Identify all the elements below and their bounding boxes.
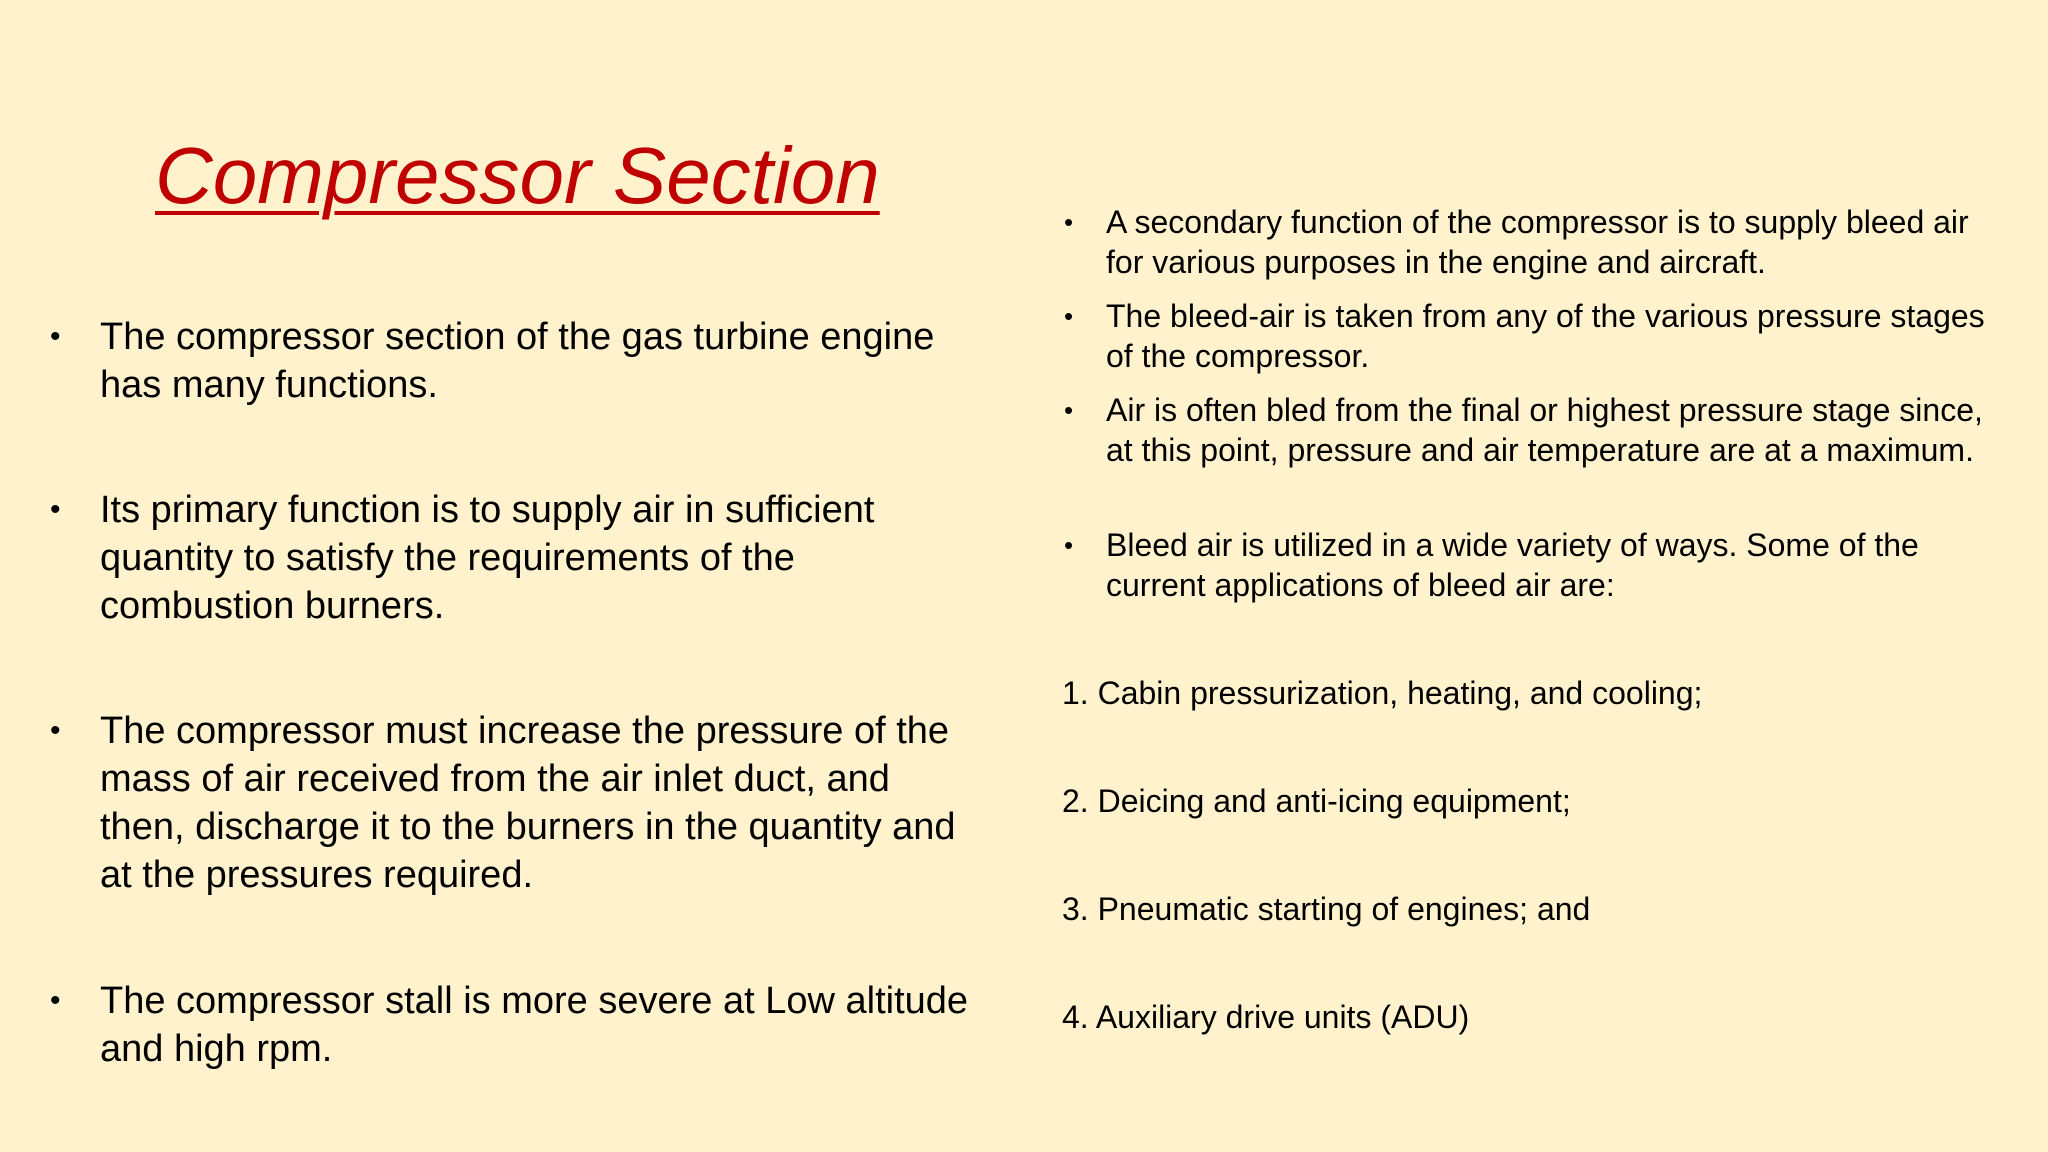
right-bullet-text: Air is often bled from the final or highest pressure stage since, at this point, pressure and air temperature are at a maximum. <box>1106 392 1983 468</box>
bullet-icon: • <box>50 984 61 1017</box>
left-bullet-item <box>48 313 978 409</box>
bullet-icon: • <box>50 493 61 526</box>
bullet-icon: • <box>50 320 61 353</box>
right-bullet-item <box>1062 296 1992 376</box>
left-bullet-text: The compressor must increase the pressure of the mass of air received from the air inlet duct, and then, discharge it to the burners in the quantity and at the pressures required. <box>100 710 956 896</box>
left-bullet-item <box>48 486 978 630</box>
left-bullet-text: The compressor section of the gas turbine engine has many functions. <box>100 316 935 406</box>
application-item: 3. Pneumatic starting of engines; and <box>1062 891 1591 927</box>
right-bullet-item <box>1062 390 1992 470</box>
right-bullet-text: Bleed air is utilized in a wide variety of ways. Some of the current applications of bleed air are: <box>1106 527 1919 603</box>
right-bullet-text: A secondary function of the compressor is to supply bleed air for various purposes in the engine and aircraft. <box>1106 204 1969 280</box>
bullet-icon: • <box>1064 530 1074 560</box>
application-item: 4. Auxiliary drive units (ADU) <box>1062 999 1470 1035</box>
bullet-icon: • <box>1064 207 1074 237</box>
bullet-icon: • <box>50 714 61 747</box>
right-bullet-item <box>1062 202 1992 282</box>
application-item: 2. Deicing and anti-icing equipment; <box>1062 783 1571 819</box>
left-bullet-item <box>48 977 978 1073</box>
left-bullet-text: The compressor stall is more severe at Low altitude and high rpm. <box>100 980 969 1070</box>
right-bullet-text: The bleed-air is taken from any of the various pressure stages of the compressor. <box>1106 298 1985 374</box>
right-bullet-item <box>1062 525 1992 605</box>
left-bullet-text: Its primary function is to supply air in sufficient quantity to satisfy the requirements of the combustion burners. <box>100 489 875 627</box>
slide-title: Compressor Section <box>155 131 880 220</box>
left-bullet-item <box>48 707 978 899</box>
bullet-icon: • <box>1064 301 1074 331</box>
application-item: 1. Cabin pressurization, heating, and cooling; <box>1062 675 1703 711</box>
bullet-icon: • <box>1064 395 1074 425</box>
